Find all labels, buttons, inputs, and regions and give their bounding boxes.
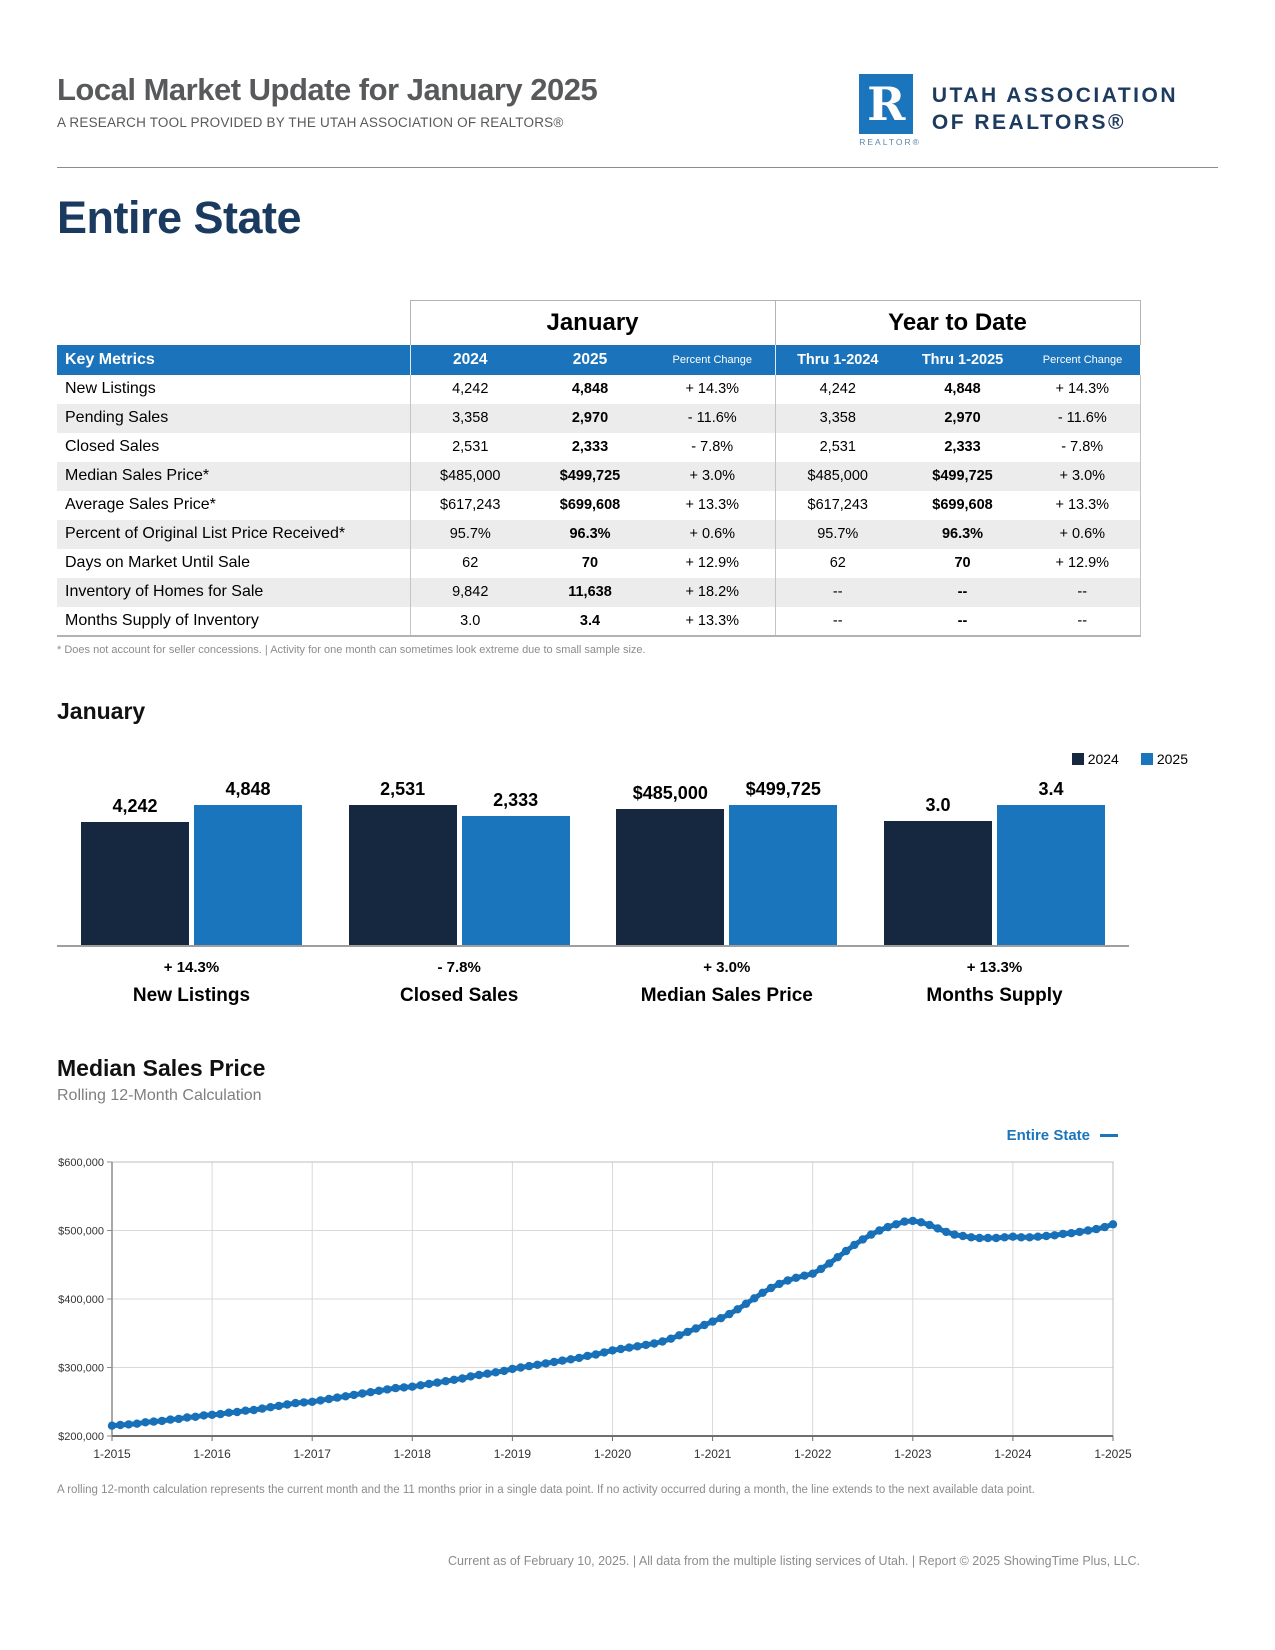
bar-value-label-2024: 3.0 xyxy=(925,794,951,815)
metric-value: $699,608 xyxy=(559,497,621,513)
metric-row xyxy=(57,375,1140,404)
metric-row xyxy=(57,607,1140,636)
bar-group-labels-months-supply xyxy=(884,947,1105,1007)
metric-value: + 12.9% xyxy=(685,555,740,571)
bar-value-label-2024: 2,531 xyxy=(380,778,426,799)
metric-value: 3.0 xyxy=(410,607,530,636)
svg-text:1-2021: 1-2021 xyxy=(693,1446,732,1461)
metric-value: 62 xyxy=(410,549,530,578)
bar-value-label-2025: $499,725 xyxy=(745,778,821,799)
logo-org-line1: UTAH ASSOCIATION xyxy=(931,84,1178,107)
metric-value: 95.7% xyxy=(775,520,900,549)
metric-value: 96.3% xyxy=(569,526,611,542)
line-chart-title: Median Sales Price xyxy=(57,1054,266,1081)
bar-col-2024 xyxy=(349,779,457,945)
svg-text:1-2016: 1-2016 xyxy=(193,1446,231,1461)
metric-value: 9,842 xyxy=(410,578,530,607)
metric-label: Median Sales Price* xyxy=(65,467,210,484)
metric-label: New Listings xyxy=(65,380,156,397)
bar-pct-change: - 7.8% xyxy=(437,958,481,976)
metric-value: + 14.3% xyxy=(1025,375,1140,404)
line-legend-label: Entire State xyxy=(1006,1126,1090,1144)
bar-col-2024 xyxy=(81,796,189,945)
svg-text:1-2023: 1-2023 xyxy=(894,1446,932,1461)
region-title: Entire State xyxy=(57,192,302,243)
svg-text:1-2024: 1-2024 xyxy=(994,1446,1032,1461)
key-metrics-table xyxy=(57,300,1141,637)
svg-text:1-2017: 1-2017 xyxy=(293,1446,331,1461)
bar-chart-title: January xyxy=(57,697,146,724)
metric-row xyxy=(57,404,1140,433)
logo-org-line2: OF REALTORS® xyxy=(931,111,1126,134)
bar-group-median-sales-price xyxy=(616,773,837,945)
metric-label: Months Supply of Inventory xyxy=(65,611,259,629)
svg-text:1-2020: 1-2020 xyxy=(593,1446,632,1461)
legend-label-2024: 2024 xyxy=(1087,750,1119,767)
metric-row xyxy=(57,491,1140,520)
column-header-percent-change-jan: Percent Change xyxy=(650,345,775,375)
metric-value: 4,848 xyxy=(944,381,981,397)
median-sales-price-line-chart xyxy=(57,1148,1218,1480)
metric-value: -- xyxy=(775,578,900,607)
metric-value: $485,000 xyxy=(775,462,900,491)
table-column-header-row xyxy=(57,345,1140,375)
bar-2024-closed-sales xyxy=(349,805,457,945)
legend-item-2025 xyxy=(1141,751,1188,767)
group-header-year-to-date: Year to Date xyxy=(775,301,1140,345)
metric-value: + 13.3% xyxy=(1025,491,1140,520)
metric-row xyxy=(57,433,1140,462)
bar-group-labels-new-listings xyxy=(81,947,302,1007)
header-titles xyxy=(57,72,597,130)
metric-value: 11,638 xyxy=(568,584,612,600)
column-header-key-metrics: Key Metrics xyxy=(57,345,410,375)
metric-value: -- xyxy=(775,607,900,636)
svg-text:1-2025: 1-2025 xyxy=(1094,1446,1132,1461)
svg-text:$600,000: $600,000 xyxy=(58,1156,104,1169)
group-header-spacer xyxy=(57,301,410,345)
metric-value: -- xyxy=(957,612,968,629)
realtor-r-letter: R xyxy=(867,77,906,131)
metric-value: + 18.2% xyxy=(685,584,740,600)
bar-col-2025 xyxy=(729,779,837,945)
metric-value: $617,243 xyxy=(775,491,900,520)
metric-value: + 0.6% xyxy=(689,526,736,542)
metric-value: 95.7% xyxy=(410,520,530,549)
metric-value: $699,608 xyxy=(932,497,993,513)
bar-chart-section xyxy=(57,698,1218,1007)
bar-value-label-2025: 3.4 xyxy=(1038,778,1064,799)
report-title: Local Market Update for January 2025 xyxy=(57,72,598,107)
metric-label: Percent of Original List Price Received* xyxy=(65,525,346,542)
metric-value: 3,358 xyxy=(775,404,900,433)
metric-value: + 0.6% xyxy=(1025,520,1140,549)
report-footer: Current as of February 10, 2025. | All data from the multiple listing services of Utah. | Report © 2025 ShowingTime Plus, LLC. xyxy=(448,1553,1140,1568)
metric-row xyxy=(57,520,1140,549)
metric-label: Pending Sales xyxy=(65,409,169,426)
column-header-percent-change-ytd: Percent Change xyxy=(1025,345,1140,375)
bar-col-2025 xyxy=(462,790,570,945)
metric-value: -- xyxy=(1025,578,1140,607)
bar-pct-change: + 14.3% xyxy=(163,958,220,976)
legend-swatch-2025-icon xyxy=(1141,753,1153,765)
metric-label: Closed Sales xyxy=(65,438,160,455)
metric-value: -- xyxy=(957,584,968,600)
metric-row xyxy=(57,549,1140,578)
metric-label: Average Sales Price* xyxy=(65,496,216,513)
line-legend-line-icon xyxy=(1100,1134,1118,1137)
metric-value: -- xyxy=(1025,607,1140,636)
svg-text:$500,000: $500,000 xyxy=(58,1225,104,1237)
report-subtitle: A RESEARCH TOOL PROVIDED BY THE UTAH ASSOCIATION OF REALTORS® xyxy=(57,115,564,130)
bar-2024-median-sales-price xyxy=(616,809,724,945)
metric-value: + 13.3% xyxy=(685,612,740,629)
metric-value: 2,970 xyxy=(944,410,981,426)
realtor-r-icon xyxy=(859,74,913,134)
metric-value: 2,970 xyxy=(571,410,609,426)
metric-row xyxy=(57,578,1140,607)
metric-value: $485,000 xyxy=(410,462,530,491)
metric-value: 2,531 xyxy=(410,433,530,462)
bar-2024-months-supply xyxy=(884,821,992,945)
metric-value: $499,725 xyxy=(932,468,993,484)
metric-value: + 14.3% xyxy=(685,381,740,397)
svg-text:1-2022: 1-2022 xyxy=(794,1446,832,1461)
report-header xyxy=(57,72,1218,147)
metric-value: + 13.3% xyxy=(685,497,740,513)
realtor-caption: REALTOR® xyxy=(859,137,921,147)
bar-group-closed-sales xyxy=(349,773,570,945)
metric-value: 4,242 xyxy=(410,375,530,404)
metric-row xyxy=(57,462,1140,491)
metric-value: + 3.0% xyxy=(689,468,736,484)
metric-value: - 7.8% xyxy=(1025,433,1140,462)
metric-value: 4,242 xyxy=(775,375,900,404)
bar-chart-labels xyxy=(57,947,1129,1007)
svg-text:1-2019: 1-2019 xyxy=(493,1446,532,1461)
bar-group-labels-closed-sales xyxy=(349,947,570,1007)
bar-pct-change: + 3.0% xyxy=(703,958,751,976)
bar-group-new-listings xyxy=(81,773,302,945)
bar-chart-bars xyxy=(57,773,1129,947)
bar-category-label: Closed Sales xyxy=(400,984,519,1006)
table-group-header-row xyxy=(57,301,1140,345)
metric-value: + 12.9% xyxy=(1025,549,1140,578)
table-footnote: * Does not account for seller concessions. | Activity for one month can sometimes look extreme due to small sample size. xyxy=(57,643,646,656)
metric-value: 3.4 xyxy=(579,612,601,629)
group-header-january: January xyxy=(410,301,775,345)
line-chart-footnote: A rolling 12-month calculation represents the current month and the 11 months prior in a single data point. If no activity occurred during a month, the line extends to the next available data point. xyxy=(57,1483,1035,1496)
bar-col-2025 xyxy=(997,779,1105,945)
metric-value: 70 xyxy=(954,555,971,571)
bar-value-label-2025: 2,333 xyxy=(493,789,539,810)
svg-text:$300,000: $300,000 xyxy=(58,1362,104,1374)
metric-value: - 11.6% xyxy=(687,410,737,426)
metric-value: 62 xyxy=(775,549,900,578)
bar-category-label: Months Supply xyxy=(926,984,1063,1006)
bar-value-label-2024: $485,000 xyxy=(632,782,708,803)
bar-value-label-2025: 4,848 xyxy=(225,778,271,799)
metric-value: 3,358 xyxy=(410,404,530,433)
column-header-thru-1-2024: Thru 1-2024 xyxy=(775,345,900,375)
logo-org-name xyxy=(932,82,1178,147)
bar-chart-legend xyxy=(57,751,1188,767)
metric-value: + 3.0% xyxy=(1025,462,1140,491)
realtor-logo xyxy=(859,74,921,147)
svg-text:1-2015: 1-2015 xyxy=(93,1446,131,1461)
column-header-2025: 2025 xyxy=(530,345,650,375)
bar-group-labels-median-sales-price xyxy=(616,947,837,1007)
bar-chart xyxy=(57,773,1129,1007)
uar-logo xyxy=(859,74,1178,147)
metric-value: 2,333 xyxy=(944,439,981,455)
metric-value: 96.3% xyxy=(941,526,984,542)
bar-group-months-supply xyxy=(884,773,1105,945)
line-chart-subtitle: Rolling 12-Month Calculation xyxy=(57,1086,262,1104)
bar-category-label: Median Sales Price xyxy=(640,984,813,1006)
column-header-2024: 2024 xyxy=(410,345,530,375)
svg-text:1-2018: 1-2018 xyxy=(393,1446,431,1461)
bar-value-label-2024: 4,242 xyxy=(112,795,158,816)
line-chart-section xyxy=(57,1055,1218,1496)
metric-value: 4,848 xyxy=(571,381,609,397)
metric-value: $499,725 xyxy=(559,468,621,484)
metric-value: - 11.6% xyxy=(1025,404,1140,433)
bar-category-label: New Listings xyxy=(132,984,251,1006)
metric-label: Inventory of Homes for Sale xyxy=(65,583,264,600)
bar-col-2025 xyxy=(194,779,302,945)
metric-value: $617,243 xyxy=(410,491,530,520)
metric-value: - 7.8% xyxy=(691,439,734,455)
column-header-thru-1-2025: Thru 1-2025 xyxy=(900,345,1025,375)
bar-col-2024 xyxy=(616,783,724,945)
bar-2025-new-listings xyxy=(194,805,302,945)
metric-value: 2,531 xyxy=(775,433,900,462)
bar-col-2024 xyxy=(884,795,992,945)
svg-text:$400,000: $400,000 xyxy=(58,1293,104,1306)
metric-label: Days on Market Until Sale xyxy=(65,554,250,571)
header-divider xyxy=(57,167,1218,168)
line-chart-legend xyxy=(57,1127,1118,1144)
bar-2024-new-listings xyxy=(81,822,189,945)
metric-value: 70 xyxy=(581,555,599,571)
legend-swatch-2024-icon xyxy=(1072,753,1084,765)
bar-2025-median-sales-price xyxy=(729,805,837,945)
legend-item-2024 xyxy=(1072,751,1119,767)
metric-value: 2,333 xyxy=(571,439,609,455)
bar-2025-closed-sales xyxy=(462,816,570,945)
bar-pct-change: + 13.3% xyxy=(966,958,1023,976)
legend-label-2025: 2025 xyxy=(1156,750,1188,767)
svg-text:$200,000: $200,000 xyxy=(58,1430,104,1443)
bar-2025-months-supply xyxy=(997,805,1105,945)
